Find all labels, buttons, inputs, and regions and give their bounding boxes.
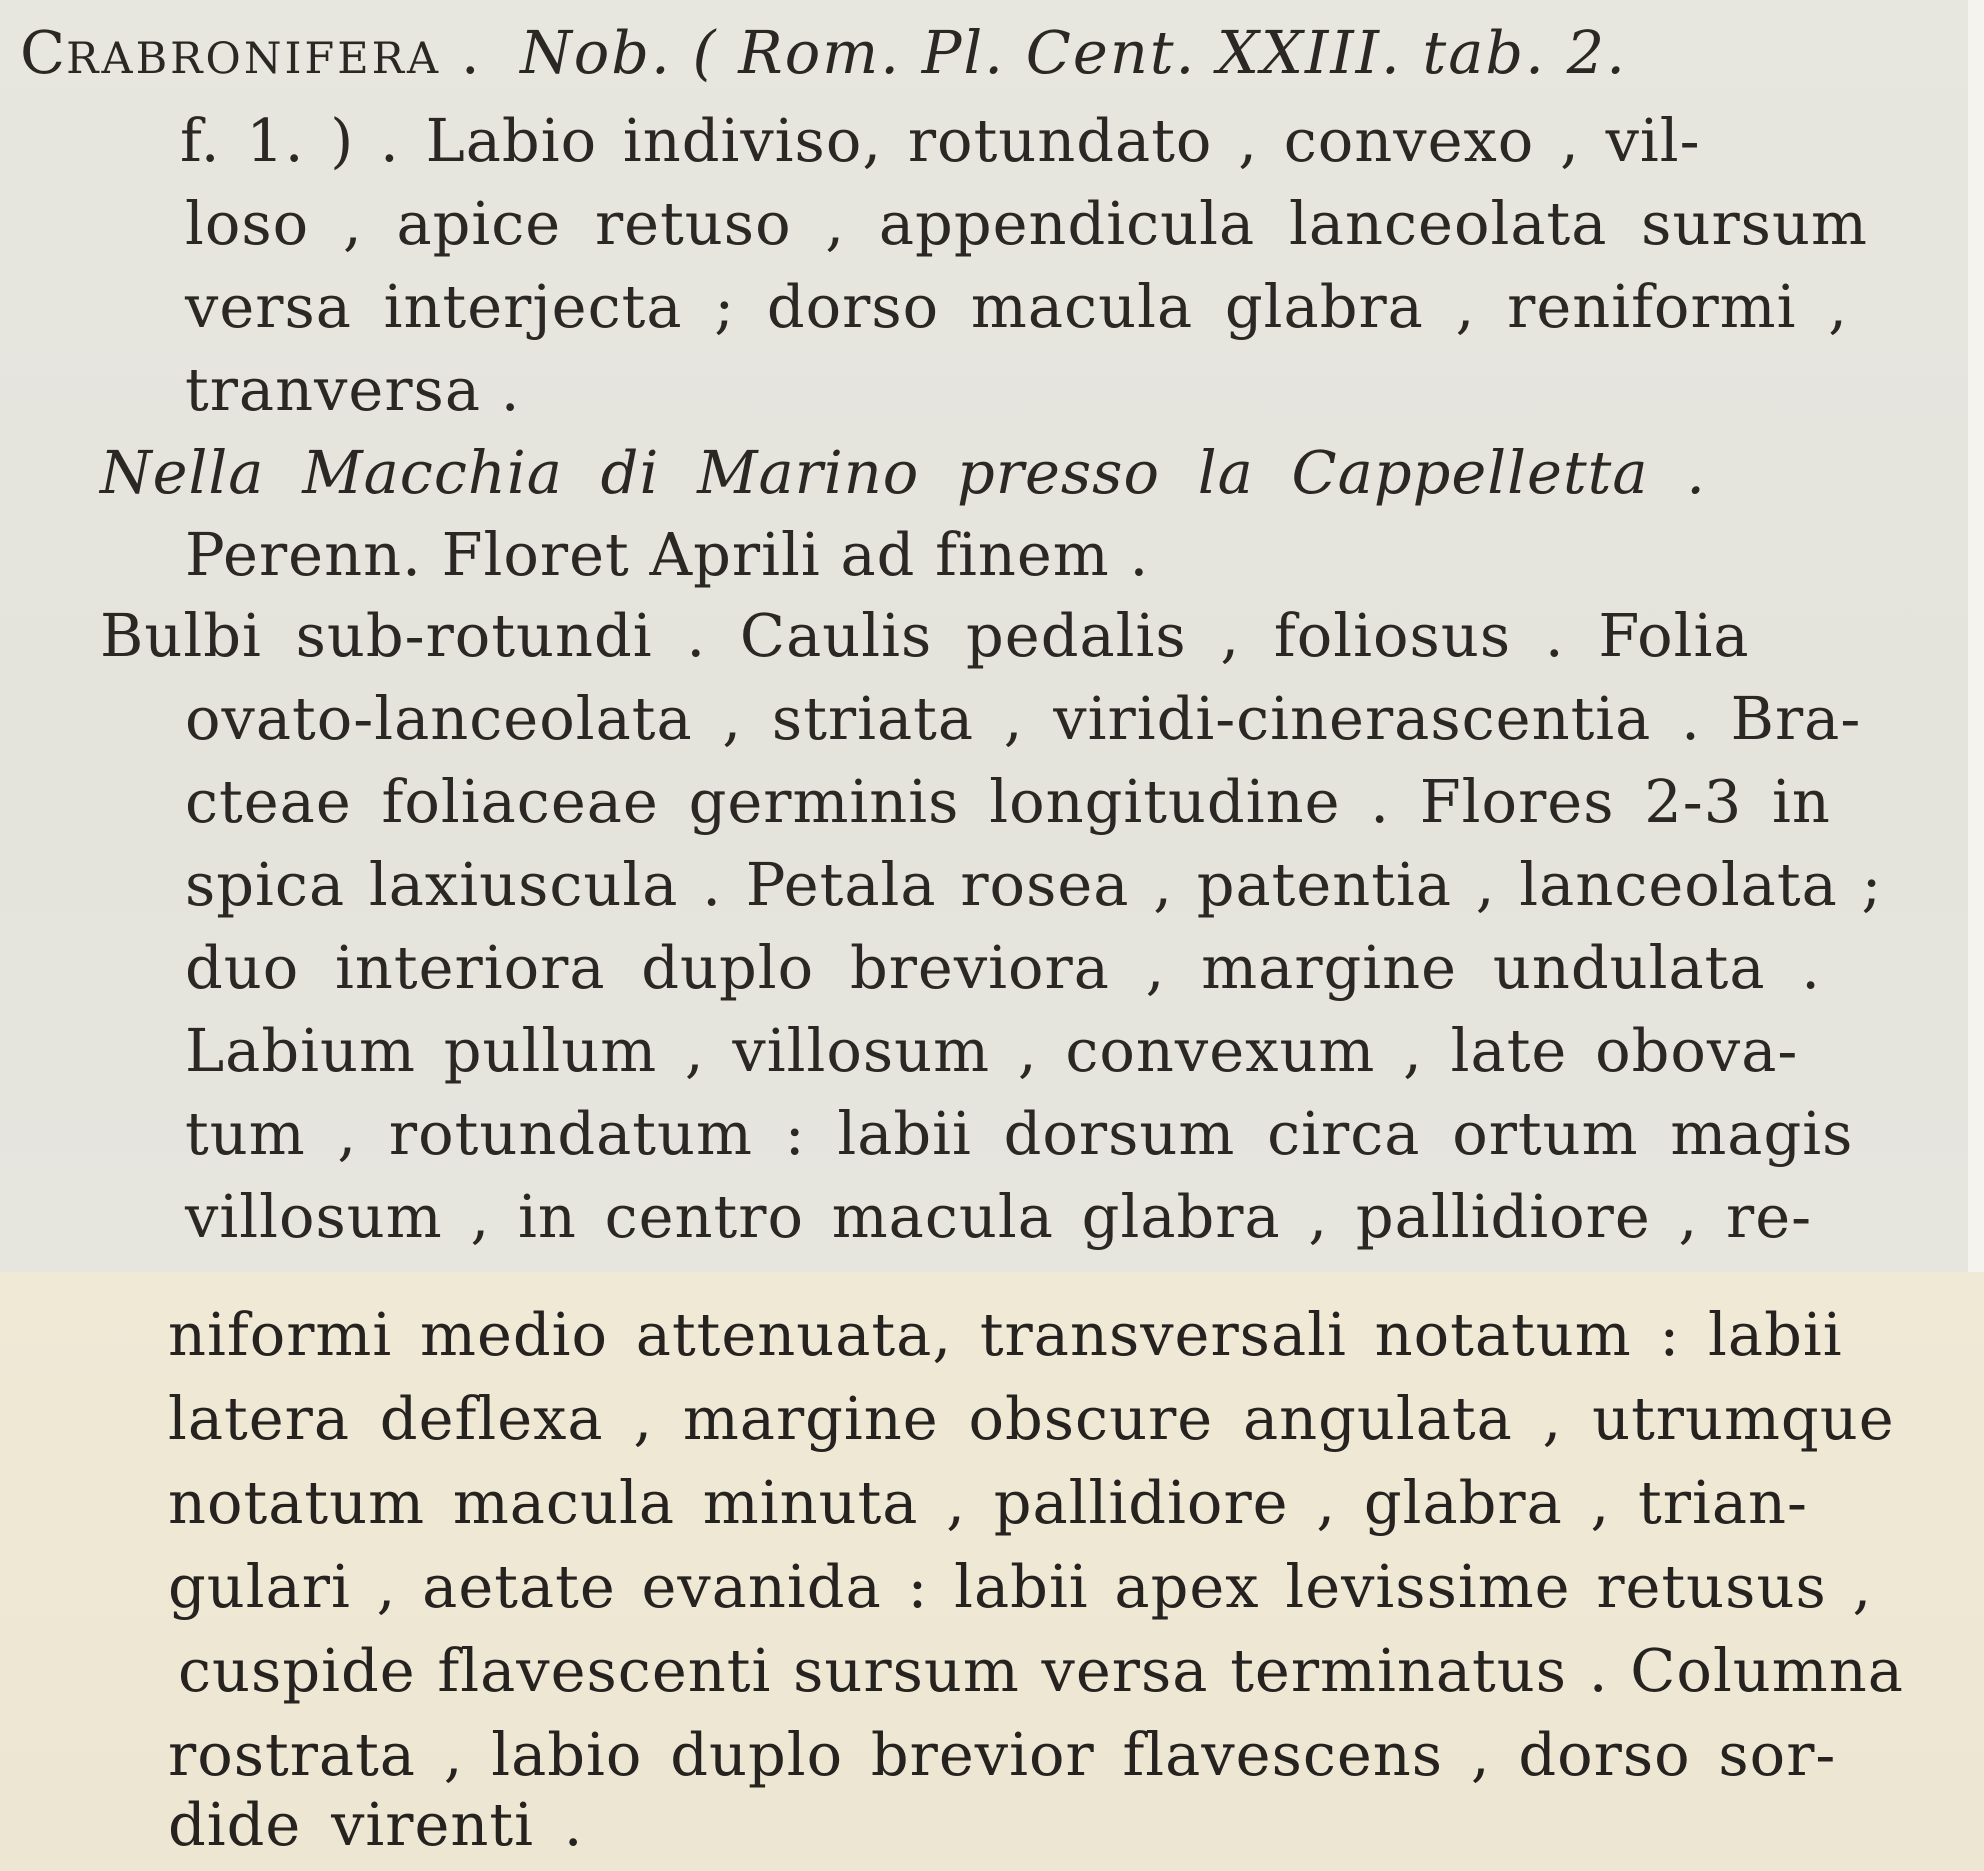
description-line-7: tum , rotundatum : labii dorsum circa ortum magis [185, 1099, 1854, 1168]
continuation-line-2: latera deflexa , margine obscure angulata , utrumque [168, 1384, 1895, 1453]
continuation-line-6: rostrata , labio duplo brevior flavescens , dorso sor- [168, 1720, 1837, 1789]
description-line-5: duo interiora duplo breviora , margine undulata . [185, 933, 1822, 1002]
diagnosis-line-3: versa interjecta ; dorso macula glabra , reniformi , [185, 272, 1848, 341]
description-line-4: spica laxiuscula . Petala rosea , patentia , lanceolata ; [185, 850, 1883, 919]
heading-separator: . [441, 18, 521, 87]
continuation-line-4: gulari , aetate evanida : labii apex levissime retusus , [168, 1552, 1873, 1621]
scan-edge [1968, 0, 1984, 1272]
description-line-2: ovato-lanceolata , striata , viridi-cinerascentia . Bra- [185, 684, 1862, 753]
description-line-8: villosum , in centro macula glabra , pallidiore , re- [185, 1182, 1813, 1251]
diagnosis-line-2: loso , apice retuso , appendicula lanceolata sursum [185, 189, 1868, 258]
continuation-line-3: notatum macula minuta , pallidiore , glabra , trian- [168, 1468, 1808, 1537]
species-heading [20, 18, 1627, 88]
locality-line: Nella Macchia di Marino presso la Cappelletta . [100, 438, 1707, 507]
diagnosis-line-4: tranversa . [185, 355, 521, 424]
species-name: RABRONIFERA [66, 34, 442, 84]
continuation-line-7: dide virenti . [168, 1790, 584, 1859]
description-line-3: cteae foliaceae germinis longitudine . Flores 2-3 in [185, 767, 1831, 836]
flowering-line: Perenn. Floret Aprili ad finem . [185, 520, 1150, 589]
continuation-line-1: niformi medio attenuata, transversali notatum : labii [168, 1300, 1843, 1369]
continuation-line-5: cuspide flavescenti sursum versa terminatus . Columna [178, 1636, 1904, 1705]
diagnosis-line-1: f. 1. ) . Labio indiviso, rotundato , convexo , vil- [180, 106, 1701, 175]
species-name-initial: C [20, 18, 67, 87]
description-line-1: Bulbi sub-rotundi . Caulis pedalis , foliosus . Folia [100, 601, 1750, 670]
description-line-6: Labium pullum , villosum , convexum , late obova- [185, 1016, 1799, 1085]
species-citation: Nob. ( Rom. Pl. Cent. XXIII. tab. 2. [520, 18, 1627, 87]
